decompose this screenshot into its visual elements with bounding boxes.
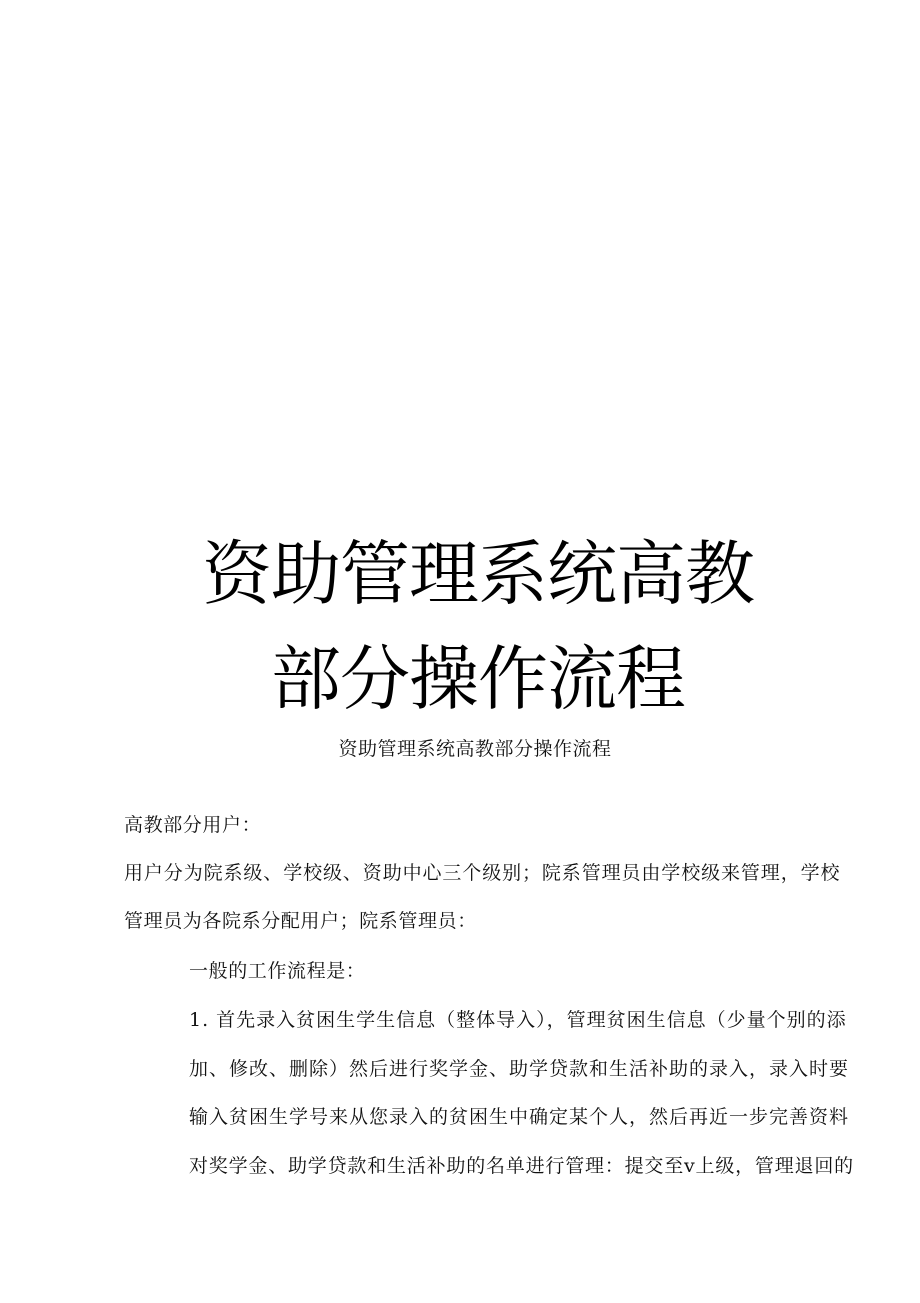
- paragraph-line: 管理员为各院系分配用户；院系管理员：: [124, 910, 477, 932]
- workflow-step-1-line: 1. 首先录入贫困生学生信息（整体导入），管理贫困生信息（少量个别的添: [189, 1009, 847, 1031]
- workflow-step-1-line: 加、修改、删除）然后进行奖学金、助学贷款和生活补助的录入，录入时要: [189, 1058, 850, 1080]
- workflow-step-1-line: 对奖学金、助学贷款和生活补助的名单进行管理：提交至v上级，管理退回的: [189, 1155, 854, 1177]
- document-title-line-1: 资助管理系统高教: [202, 533, 754, 615]
- paragraph-line: 用户分为院系级、学校级、资助中心三个级别；院系管理员由学校级来管理，学校: [124, 862, 841, 884]
- document-subtitle: 资助管理系统高教部分操作流程: [338, 738, 612, 760]
- document-title-line-2: 部分操作流程: [271, 638, 685, 720]
- section-heading-users: 高教部分用户：: [124, 814, 262, 836]
- workflow-intro: 一般的工作流程是：: [189, 960, 366, 982]
- workflow-step-1-line: 输入贫困生学号来从您录入的贫困生中确定某个人，然后再近一步完善资料: [189, 1106, 850, 1128]
